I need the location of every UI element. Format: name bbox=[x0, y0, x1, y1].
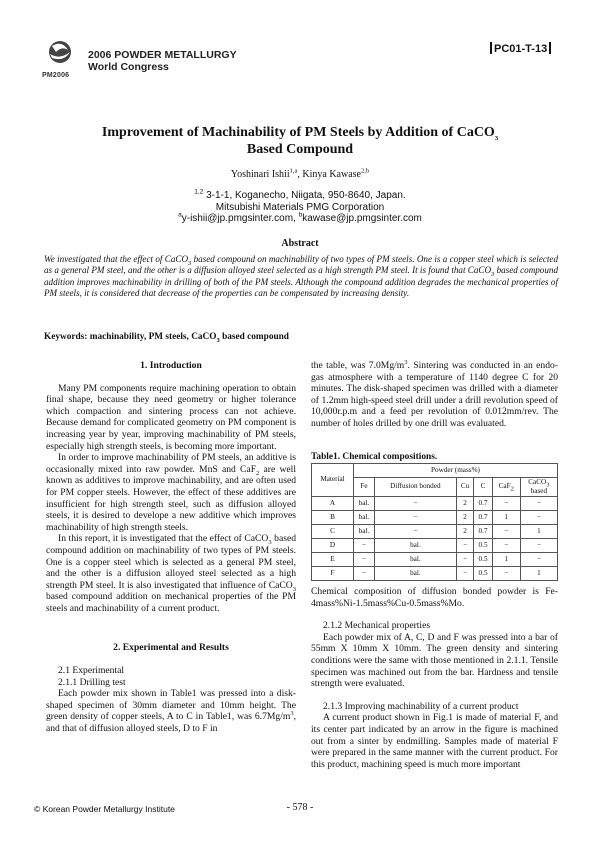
paper-code: PC01-T-13 bbox=[488, 42, 553, 55]
page-number: - 578 - bbox=[286, 802, 314, 813]
table-row bbox=[312, 566, 558, 580]
table-cell: − bbox=[492, 524, 520, 538]
logo-text: PM2006 bbox=[42, 72, 70, 79]
copyright: © Korean Powder Metallurgy Institute bbox=[34, 804, 175, 814]
table-cell: E bbox=[312, 552, 354, 566]
table-header-cell: Material bbox=[312, 464, 354, 497]
conference-name: 2006 POWDER METALLURGY World Congress bbox=[88, 49, 237, 73]
subsection-heading: 2.1 Experimental bbox=[58, 665, 125, 677]
table-cell: 0.7 bbox=[474, 524, 492, 538]
table-cell: B bbox=[312, 510, 354, 524]
table-cell: 1 bbox=[492, 552, 520, 566]
paragraph: Many PM components require machining operation to obtain final shape, because they need geometry or higher tolerance which compaction and sintering process can not achieve. Because demand for complicated geometry on PM component is increasing year by year, improving machinability of PM steels, especially high strength steels, is becoming more important. bbox=[46, 382, 296, 452]
table-cell: − bbox=[354, 538, 375, 552]
table-row bbox=[312, 496, 558, 510]
table-header-cell: Fe bbox=[354, 478, 375, 497]
right-column-top bbox=[311, 360, 558, 430]
table-cell: 0.5 bbox=[474, 552, 492, 566]
paragraph: the table, was $7.0Mg/m^3$. Sintering was conducted in an endo-gas atmosphere with a temperature of 1140 degree C for 20 minutes. The disk-shaped specimen was drilled with a diameter of 1.2mm high-speed steel drill under a drill revolution speed of 10,000r.p.m and a feed per revolution of 0.012mm/rev. The number of holes drilled by one drill was evaluated. bbox=[311, 358, 559, 429]
table-cell: 1 bbox=[520, 524, 557, 538]
paragraph: In this report, it is investigated that the effect of CaCO$_3$ based compound addition on machinability of two types of PM steels. One is a copper steel which is selected as a general PM steel, and the other is a diffusion alloyed steel selected as a high strength PM steel. It is also investigated that influence of CaCO$_3$ based compound addition on mechanical properties of the PM steels and machinability of a current product. bbox=[46, 533, 297, 614]
paragraph: In order to improve machinability of PM steels, an additive is occasionally mixed into raw powder. MnS and CaF$_2$ are well known as additives to improve machinability, and are often used for PM copper steels. However, the effect of these additives are insufficient for high strength steel, such as diffusion alloyed steels, it is desired to develope a new additive which improves machinability of high strength steels. bbox=[46, 452, 296, 533]
table-cell: − bbox=[456, 566, 473, 580]
table-cell: − bbox=[354, 566, 375, 580]
table-cell: − bbox=[492, 538, 520, 552]
table-note: Chemical composition of diffusion bonded powder is Fe-4mass%Ni-1.5mass%Cu-0.5mass%Mo. bbox=[311, 586, 558, 609]
table-cell: 0.7 bbox=[474, 496, 492, 510]
table-header-cell: CaF$_2$ bbox=[492, 478, 520, 497]
left-column bbox=[46, 360, 296, 735]
paragraph: A current product shown in Fig.1 is made of material F, and its center part indicated by an arrow in the figure is machined out from a sinter by endmilling. Samples made of material F were prepared in the same manner with the current product. For this product, machining speed is much more important bbox=[311, 712, 558, 770]
table-cell: D bbox=[312, 538, 354, 552]
table-header-cell: Cu bbox=[456, 478, 473, 497]
table-cell: A bbox=[312, 496, 354, 510]
paper-title: Improvement of Machinability of PM Steels by Addition of CaCO$_3$ Based Compound bbox=[101, 125, 499, 157]
keywords: Keywords: machinability, PM steels, CaCO$_3$ based compound bbox=[44, 332, 289, 344]
table-header-cell: Powder (mass%) bbox=[354, 464, 558, 478]
table-cell: bal. bbox=[354, 510, 375, 524]
table-row bbox=[312, 538, 558, 552]
paragraph: Each powder mix of A, C, D and F was pressed into a bar of 55mm X 10mm X 10mm. The green density and sintering conditions were the same with those mentioned in 2.1.1. Tensile specimen was machined out from the bar. Hardness and tensile strength were evaluated. bbox=[311, 631, 558, 690]
table-caption: Table1. Chemical compositions. bbox=[311, 452, 438, 462]
table-cell: − bbox=[354, 552, 375, 566]
table-row bbox=[312, 552, 558, 566]
section-heading: 2. Experimental and Results bbox=[113, 642, 229, 654]
table-cell: − bbox=[520, 552, 557, 566]
table-cell: − bbox=[520, 510, 557, 524]
table-header-cell: Diffusion bonded bbox=[374, 478, 456, 497]
table-cell: − bbox=[520, 496, 557, 510]
table-cell: 1 bbox=[520, 566, 557, 580]
abstract-text: We investigated that the effect of CaCO$_3$ based compound on machinability of two types of PM steels. One is a copper steel which is selected as a general PM steel, and the other is a diffusion alloyed steel selected as a high strength PM steel. It is found that CaCO$_3$ based compound addition improves machinability in drilling of both of the PM steels. Although the compound addition degrades the mechanical properties of PM steels, it is considered that decrease of the properties can be compensated by increasing density. bbox=[44, 254, 559, 299]
paragraph: Each powder mix shown in Table1 was pressed into a disk-shaped specimen of 30mm diameter and 10mm height. The green density of copper steels, A to C in Table1, was $6.7Mg/m^3$, and that of diffusion alloyed steels, D to F in bbox=[46, 688, 296, 735]
table-cell: − bbox=[456, 538, 473, 552]
table-cell: − bbox=[492, 496, 520, 510]
table-cell: 0.5 bbox=[474, 538, 492, 552]
table-cell: C bbox=[312, 524, 354, 538]
table-cell: − bbox=[456, 552, 473, 566]
table-cell: 2 bbox=[456, 510, 473, 524]
table-row bbox=[312, 510, 558, 524]
subsection-heading: 2.1.1 Drilling test bbox=[58, 676, 126, 688]
section-heading: 1. Introduction bbox=[140, 360, 202, 371]
abstract-heading: Abstract bbox=[281, 238, 319, 249]
composition-table bbox=[311, 463, 558, 581]
authors: Yoshinari Ishii$^{1,a}$, Kinya Kawase$^{2,b}$ bbox=[230, 167, 370, 180]
table-cell: bal. bbox=[374, 538, 456, 552]
table-cell: bal. bbox=[374, 552, 456, 566]
subsection-heading: 2.1.3 Improving machinability of a current product bbox=[323, 700, 519, 712]
table-header-cell: CaCO$_3$ based bbox=[520, 478, 557, 497]
right-column-bottom bbox=[311, 586, 558, 770]
table-cell: bal. bbox=[354, 496, 375, 510]
table-header-cell: C bbox=[474, 478, 492, 497]
table-cell: 2 bbox=[456, 524, 473, 538]
table-cell: − bbox=[374, 496, 456, 510]
table-cell: 0.5 bbox=[474, 566, 492, 580]
table-cell: − bbox=[492, 566, 520, 580]
table-cell: 2 bbox=[456, 496, 473, 510]
table-cell: 1 bbox=[492, 510, 520, 524]
email-link[interactable]: kawase@jp.pmgsinter.com bbox=[302, 213, 422, 225]
table-cell: bal. bbox=[374, 566, 456, 580]
table-cell: 0.7 bbox=[474, 510, 492, 524]
table-cell: F bbox=[312, 566, 354, 580]
affiliation: $^{1,2}$ 3-1-1, Koganecho, Niigata, 950-8640, Japan. Mitsubishi Materials PMG Corporation $^a$y-ishii@jp.pmgsinter.com, $^b$kawase@jp.pmgsinter.com bbox=[178, 188, 422, 225]
table-cell: bal. bbox=[354, 524, 375, 538]
table-row bbox=[312, 524, 558, 538]
table-cell: − bbox=[520, 538, 557, 552]
table-cell: − bbox=[374, 524, 456, 538]
table-cell: − bbox=[374, 510, 456, 524]
subsection-heading: 2.1.2 Mechanical properties bbox=[323, 620, 431, 632]
email-link[interactable]: y-ishii@jp.pmgsinter.com, bbox=[181, 213, 299, 225]
